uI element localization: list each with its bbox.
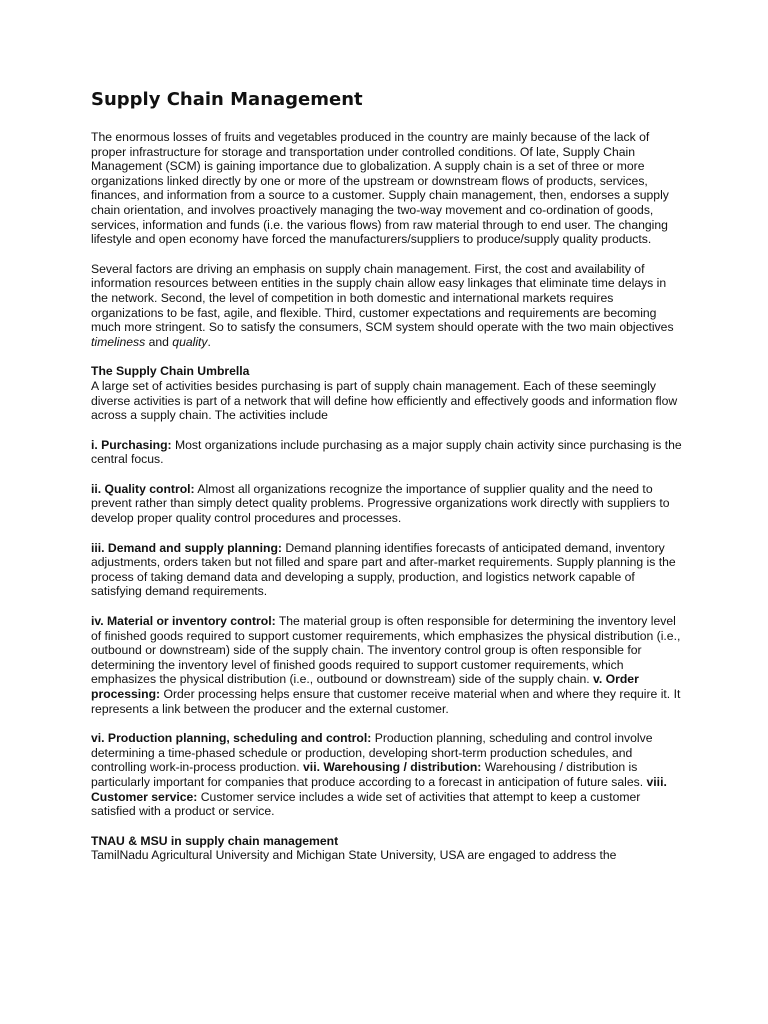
order-processing-label: v. Order processing: xyxy=(91,672,639,701)
objective-timeliness: timeliness xyxy=(91,334,146,349)
production-label: vi. Production planning, scheduling and control: xyxy=(91,731,372,746)
activity-purchasing xyxy=(91,438,683,467)
tnau-text: TamilNadu Agricultural University and Michigan State University, USA are engaged to address the xyxy=(91,848,617,863)
umbrella-section xyxy=(91,364,683,422)
demand-label: iii. Demand and supply planning: xyxy=(91,540,282,555)
customer-service-text: Customer service includes a wide set of activities that attempt to keep a customer satisfied with a product or service. xyxy=(91,789,641,819)
tnau-heading: TNAU & MSU in supply chain management xyxy=(91,833,339,848)
production-text: Production planning, scheduling and control involve determining a time-phased schedule or production, developing short-term production schedules, and controlling work-in-process production. xyxy=(91,731,653,775)
customer-service-label: viii. Customer service: xyxy=(91,774,667,804)
document-body xyxy=(91,89,683,878)
purchasing-text: Most organizations include purchasing as a major supply chain activity since purchasing is the central focus. xyxy=(91,437,682,467)
document-title: Supply Chain Management xyxy=(91,89,363,110)
activity-production-planning xyxy=(91,731,683,819)
factors-end: . xyxy=(207,334,211,349)
order-processing-text: Order processing helps ensure that customer receive material when and where they require it. It represents a link between the producer and the external customer. xyxy=(91,687,681,716)
intro-paragraph: The enormous losses of fruits and vegetables produced in the country are mainly because of the lack of proper infrastructure for storage and transportation under controlled conditions. Of late, Supply Chain Management (SCM) is gaining importance due to globalization. A supply chain is a set of three or more organizations linked directly by one or more of the upstream or downstream flows of products, services, finances, and information from a source to a customer. Supply chain management, then, endorses a supply chain orientation, and involves proactively managing the two-way movement and co-ordination of goods, services, information and funds (i.e. the various flows) from raw material through to end user. The changing lifestyle and open economy have forced the manufacturers/suppliers to produce/supply quality products. xyxy=(91,130,669,247)
quality-label: ii. Quality control: xyxy=(91,481,195,496)
umbrella-heading: The Supply Chain Umbrella xyxy=(91,364,250,379)
objective-joiner: and xyxy=(145,334,173,349)
warehousing-label: vii. Warehousing / distribution: xyxy=(303,760,482,775)
tnau-section xyxy=(91,834,683,863)
activity-demand-supply-planning xyxy=(91,541,683,599)
objective-quality: quality xyxy=(172,334,208,349)
factors-paragraph xyxy=(91,262,683,350)
activity-material-inventory-control xyxy=(91,614,683,716)
material-text: The material group is often responsible for determining the inventory level of finished goods required to support customer requirements, which emphasizes the physical distribution (i.e., outbound or downstream) side of the supply chain. The inventory control group is often responsible for determining the inventory level of finished goods required to support customer requirements, which emphasizes the physical distribution (i.e., outbound or downstream) side of the supply chain. xyxy=(91,614,681,687)
factors-text: Several factors are driving an emphasis on supply chain management. First, the cost and availability of information resources between entities in the supply chain allow easy linkages that eliminate time delays in the network. Second, the level of competition in both domestic and international markets requires organizations to be fast, agile, and flexible. Third, customer expectations and requirements are becoming much more stringent. So to satisfy the consumers, SCM system should operate with the two main objectives xyxy=(91,261,674,335)
demand-text: Demand planning identifies forecasts of anticipated demand, inventory adjustments, orders taken but not filled and spare part and after-market requirements. Supply planning is the process of taking demand data and developing a supply, production, and logistics network capable of satisfying demand requirements. xyxy=(91,540,676,599)
activity-quality-control xyxy=(91,482,683,526)
quality-text: Almost all organizations recognize the importance of supplier quality and the need to prevent rather than simply detect quality problems. Progressive organizations work directly with suppliers to develop proper quality control procedures and processes. xyxy=(91,481,670,526)
material-label: iv. Material or inventory control: xyxy=(91,614,276,629)
umbrella-text: A large set of activities besides purchasing is part of supply chain management. Each of these seemingly diverse activities is part of a network that will define how efficiently and effectively goods and information flow across a supply chain. The activities include xyxy=(91,378,678,423)
purchasing-label: i. Purchasing: xyxy=(91,437,172,452)
warehousing-text: Warehousing / distribution is particularly important for companies that produce according to a forecast in anticipation of future sales. xyxy=(91,760,647,789)
